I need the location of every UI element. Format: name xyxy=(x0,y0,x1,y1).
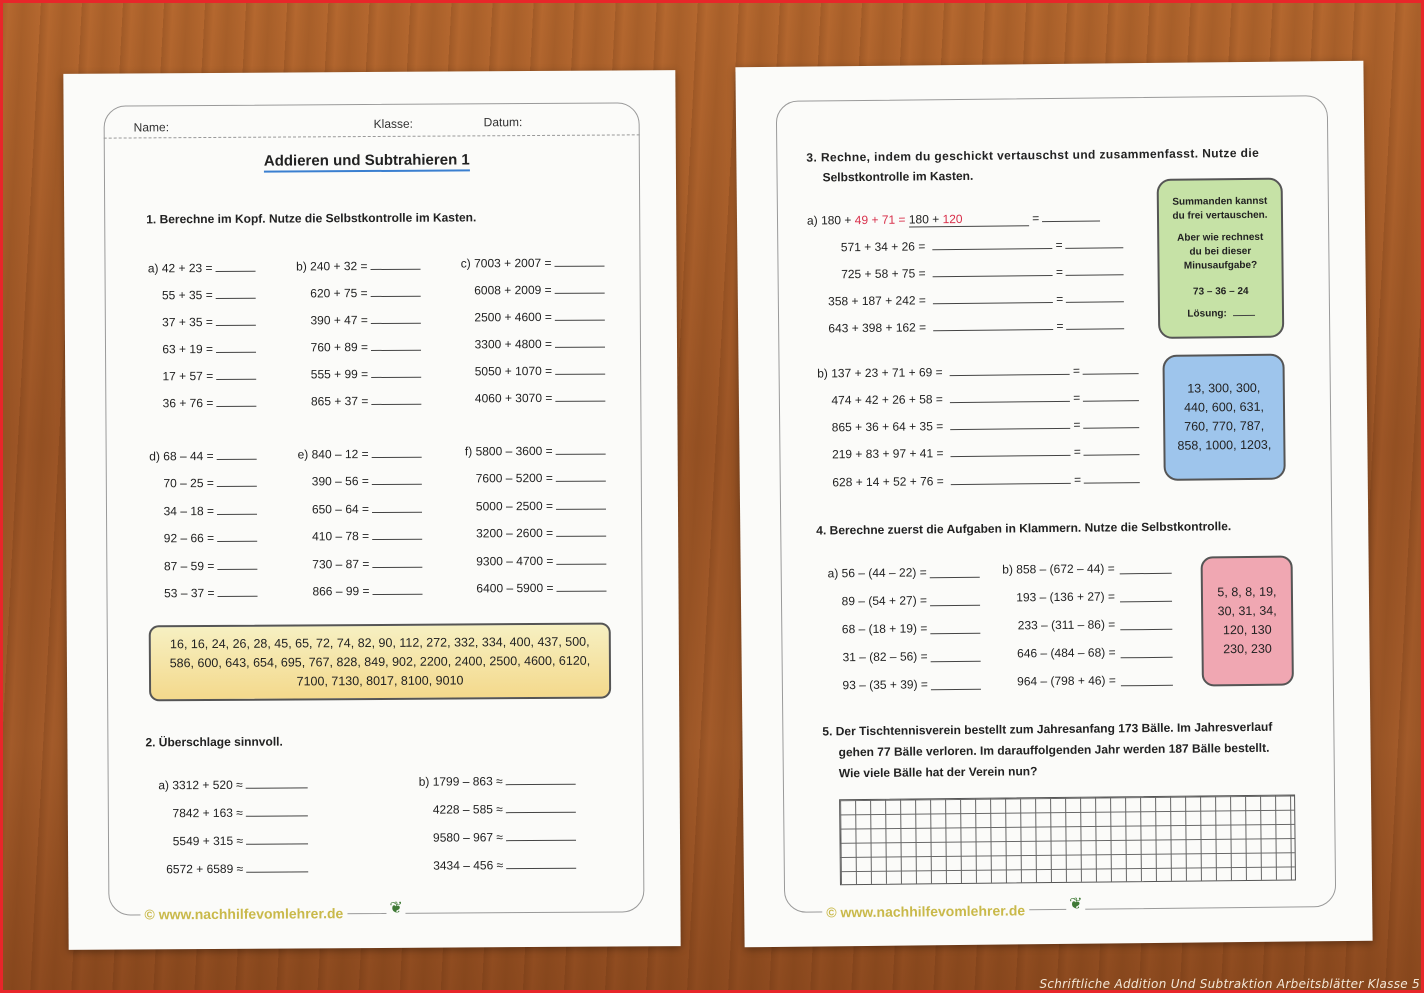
image-caption: Schriftliche Addition Und Subtraktion Arbeitsblätter Klasse 5 xyxy=(1039,977,1420,991)
task-4b-1: b) 858 – (672 – 44) = xyxy=(1002,561,1115,577)
task-3b-2: 474 + 42 + 26 + 58 = xyxy=(831,392,943,408)
task-3a-5: 643 + 398 + 162 = xyxy=(828,320,927,336)
task-4b-blank-1 xyxy=(1117,561,1172,580)
task-3a-1: a) 180 + 49 + 71 = 180 + 120 = xyxy=(807,211,1100,229)
task-3b-1: b) 137 + 23 + 71 + 69 = xyxy=(817,365,943,381)
task-4a-5: 93 – (35 + 39) = xyxy=(842,677,928,693)
task-4-heading: 4. Berechne zuerst die Aufgaben in Klammern. Nutze die Selbstkontrolle. xyxy=(816,519,1232,538)
hint-solution-label: Lösung: xyxy=(1187,307,1254,322)
worksheet-left xyxy=(63,70,680,950)
task-4a-2: 89 – (54 + 27) = xyxy=(841,593,928,609)
task-2-heading: 2. Überschlage sinnvoll. xyxy=(145,734,283,750)
task-4b-blank-4 xyxy=(1117,645,1172,664)
task-1d-1: d) 68 – 44 = xyxy=(149,449,256,464)
hint-line-3: Aber wie rechnest xyxy=(1177,231,1264,244)
task-3b-3: 865 + 36 + 64 + 35 = xyxy=(831,419,944,435)
task-1d-2: 70 – 25 = xyxy=(163,476,256,491)
task-3b-blanks-1: = xyxy=(947,363,1139,379)
task-1b-3: 390 + 47 = xyxy=(310,313,420,328)
task-2a-4: 6572 + 6589 ≈ xyxy=(166,861,308,876)
task-4b-blank-3 xyxy=(1117,617,1172,636)
task-1e-4: 410 – 78 = xyxy=(312,529,422,544)
task-3b-5: 628 + 14 + 52 + 76 = xyxy=(832,474,944,490)
task-1b-6: 865 + 37 = xyxy=(311,394,421,409)
task-1f-2: 7600 – 5200 = xyxy=(476,471,606,486)
task-2a-3: 5549 + 315 ≈ xyxy=(173,833,308,848)
worksheet-title: Addieren und Subtrahieren 1 xyxy=(264,151,470,172)
task-3b-blanks-3: = xyxy=(947,417,1139,433)
hint-line-5: Minusaufgabe? xyxy=(1183,259,1258,272)
task-4b-5: 964 – (798 + 46) = xyxy=(1017,673,1116,689)
task-1d-4: 92 – 66 = xyxy=(164,531,257,546)
task-5-line-2: gehen 77 Bälle verloren. Im darauffolgenden Jahr werden 187 Bälle bestellt. xyxy=(838,740,1270,760)
task-3b-blanks-5: = xyxy=(948,472,1140,488)
task-2b-3: 9580 – 967 ≈ xyxy=(433,830,576,845)
hint-exercise: 73 – 36 – 24 xyxy=(1192,285,1249,298)
task-2b-4: 3434 – 456 ≈ xyxy=(433,858,576,873)
task-3-heading-line-1: 3. Rechne, indem du geschickt vertauschst und zusammenfasst. Nutze die xyxy=(806,145,1260,165)
task-1e-5: 730 – 87 = xyxy=(312,557,422,572)
task-2a-2: 7842 + 163 ≈ xyxy=(172,805,307,820)
task-3a-2: 571 + 34 + 26 = xyxy=(840,239,926,255)
task-3a-3: 725 + 58 + 75 = xyxy=(841,266,926,282)
task-3b-blanks-4: = xyxy=(947,444,1139,460)
task-1c-1: c) 7003 + 2007 = xyxy=(461,256,605,271)
task-2b-2: 4228 – 585 ≈ xyxy=(433,802,576,817)
task-4b-blank-5 xyxy=(1118,673,1173,692)
task-3b-4: 219 + 83 + 97 + 41 = xyxy=(831,446,944,462)
task-1b-2: 620 + 75 = xyxy=(310,286,420,301)
task-4b-4: 646 – (484 – 68) = xyxy=(1017,645,1116,661)
footer-website: © www.nachhilfevomlehrer.de xyxy=(140,905,347,922)
task-1e-2: 390 – 56 = xyxy=(312,474,422,489)
class-label: Klasse: xyxy=(373,116,414,131)
task-1f-5: 9300 – 4700 = xyxy=(476,554,606,569)
task-1a-3: 37 + 35 = xyxy=(162,315,256,330)
worksheet-right xyxy=(735,61,1372,948)
task-3a-blanks-5: = xyxy=(930,318,1124,334)
task-4a-blank-1 xyxy=(927,565,980,584)
solutions-box-task-4: 5, 8, 8, 19, 30, 31, 34, 120, 130 230, 230 xyxy=(1201,556,1294,687)
leaf-logo-icon: ❦ xyxy=(1066,894,1086,914)
task-1c-3: 2500 + 4600 = xyxy=(474,310,605,325)
footer-website: © www.nachhilfevomlehrer.de xyxy=(822,902,1029,920)
solutions-box-task-3: 13, 300, 300, 440, 600, 631, 760, 770, 787, 858, 1000, 1203, xyxy=(1162,354,1285,481)
task-1a-6: 36 + 76 = xyxy=(163,396,257,411)
task-4a-blank-5 xyxy=(928,677,981,696)
task-1d-3: 34 – 18 = xyxy=(164,504,257,519)
task-1d-5: 87 – 59 = xyxy=(164,559,257,574)
task-1f-1: f) 5800 – 3600 = xyxy=(465,444,606,459)
task-1f-3: 5000 – 2500 = xyxy=(476,499,606,514)
task-1e-6: 866 – 99 = xyxy=(312,584,422,599)
task-4a-blank-2 xyxy=(927,593,980,612)
task-1b-1: b) 240 + 32 = xyxy=(296,259,420,274)
task-4a-4: 31 – (82 – 56) = xyxy=(842,649,928,665)
task-1a-5: 17 + 57 = xyxy=(162,369,256,384)
task-1a-2: 55 + 35 = xyxy=(162,288,256,303)
task-1-heading: 1. Berechne im Kopf. Nutze die Selbstkontrolle im Kasten. xyxy=(146,210,477,227)
task-4b-3: 233 – (311 – 86) = xyxy=(1017,617,1116,633)
hint-line-1: Summanden kannst xyxy=(1172,195,1268,208)
leaf-logo-icon: ❦ xyxy=(386,898,406,918)
task-1b-5: 555 + 99 = xyxy=(311,367,421,382)
task-1a-4: 63 + 19 = xyxy=(162,342,256,357)
solutions-box-task-1: 16, 16, 24, 26, 28, 45, 65, 72, 74, 82, 90, 112, 272, 332, 334, 400, 437, 500, 586, 600, 643, 654, 695, 767, 828, 849, 902, 2200, 2400, 2500, 4600, 6120, 7100, 7130, 8017, 8100, 9010 xyxy=(149,623,611,702)
hint-line-2: du frei vertauschen. xyxy=(1172,209,1268,222)
task-4b-blank-2 xyxy=(1117,589,1172,608)
task-1e-3: 650 – 64 = xyxy=(312,502,422,517)
hint-line-4: du bei dieser xyxy=(1189,245,1252,258)
task-1a-1: a) 42 + 23 = xyxy=(148,261,256,276)
task-4a-1: a) 56 – (44 – 22) = xyxy=(827,565,927,581)
task-1f-4: 3200 – 2600 = xyxy=(476,526,606,541)
name-label: Name: xyxy=(133,120,170,135)
task-1c-2: 6008 + 2009 = xyxy=(474,283,605,298)
hint-box-task-3a xyxy=(1157,178,1285,339)
task-3a-blanks-2: = xyxy=(929,237,1123,253)
task-1d-6: 53 – 37 = xyxy=(164,586,257,601)
date-label: Datum: xyxy=(483,115,523,130)
task-3-heading-line-2: Selbstkontrolle im Kasten. xyxy=(822,168,974,185)
task-1f-6: 6400 – 5900 = xyxy=(476,581,606,596)
task-3b-blanks-2: = xyxy=(947,390,1139,406)
task-1b-4: 760 + 89 = xyxy=(311,340,421,355)
task-3a-blanks-4: = xyxy=(930,291,1124,307)
task-4a-blank-3 xyxy=(927,621,980,640)
task-4a-blank-4 xyxy=(928,649,981,668)
task-1c-4: 3300 + 4800 = xyxy=(475,337,606,352)
task-3a-4: 358 + 187 + 242 = xyxy=(828,293,926,309)
answer-grid xyxy=(839,794,1296,885)
task-4a-3: 68 – (18 + 19) = xyxy=(841,621,928,637)
task-5-line-3: Wie viele Bälle hat der Verein nun? xyxy=(838,764,1038,781)
task-1c-6: 4060 + 3070 = xyxy=(475,391,606,406)
task-5-line-1: 5. Der Tischtennisverein bestellt zum Jahresanfang 173 Bälle. Im Jahresverlauf xyxy=(822,719,1273,739)
task-2b-1: b) 1799 – 863 ≈ xyxy=(419,774,576,789)
task-2a-1: a) 3312 + 520 ≈ xyxy=(158,777,307,792)
task-3a-blanks-3: = xyxy=(930,264,1124,280)
task-4b-2: 193 – (136 + 27) = xyxy=(1016,589,1116,605)
task-1c-5: 5050 + 1070 = xyxy=(475,364,606,379)
task-1e-1: e) 840 – 12 = xyxy=(298,447,422,462)
